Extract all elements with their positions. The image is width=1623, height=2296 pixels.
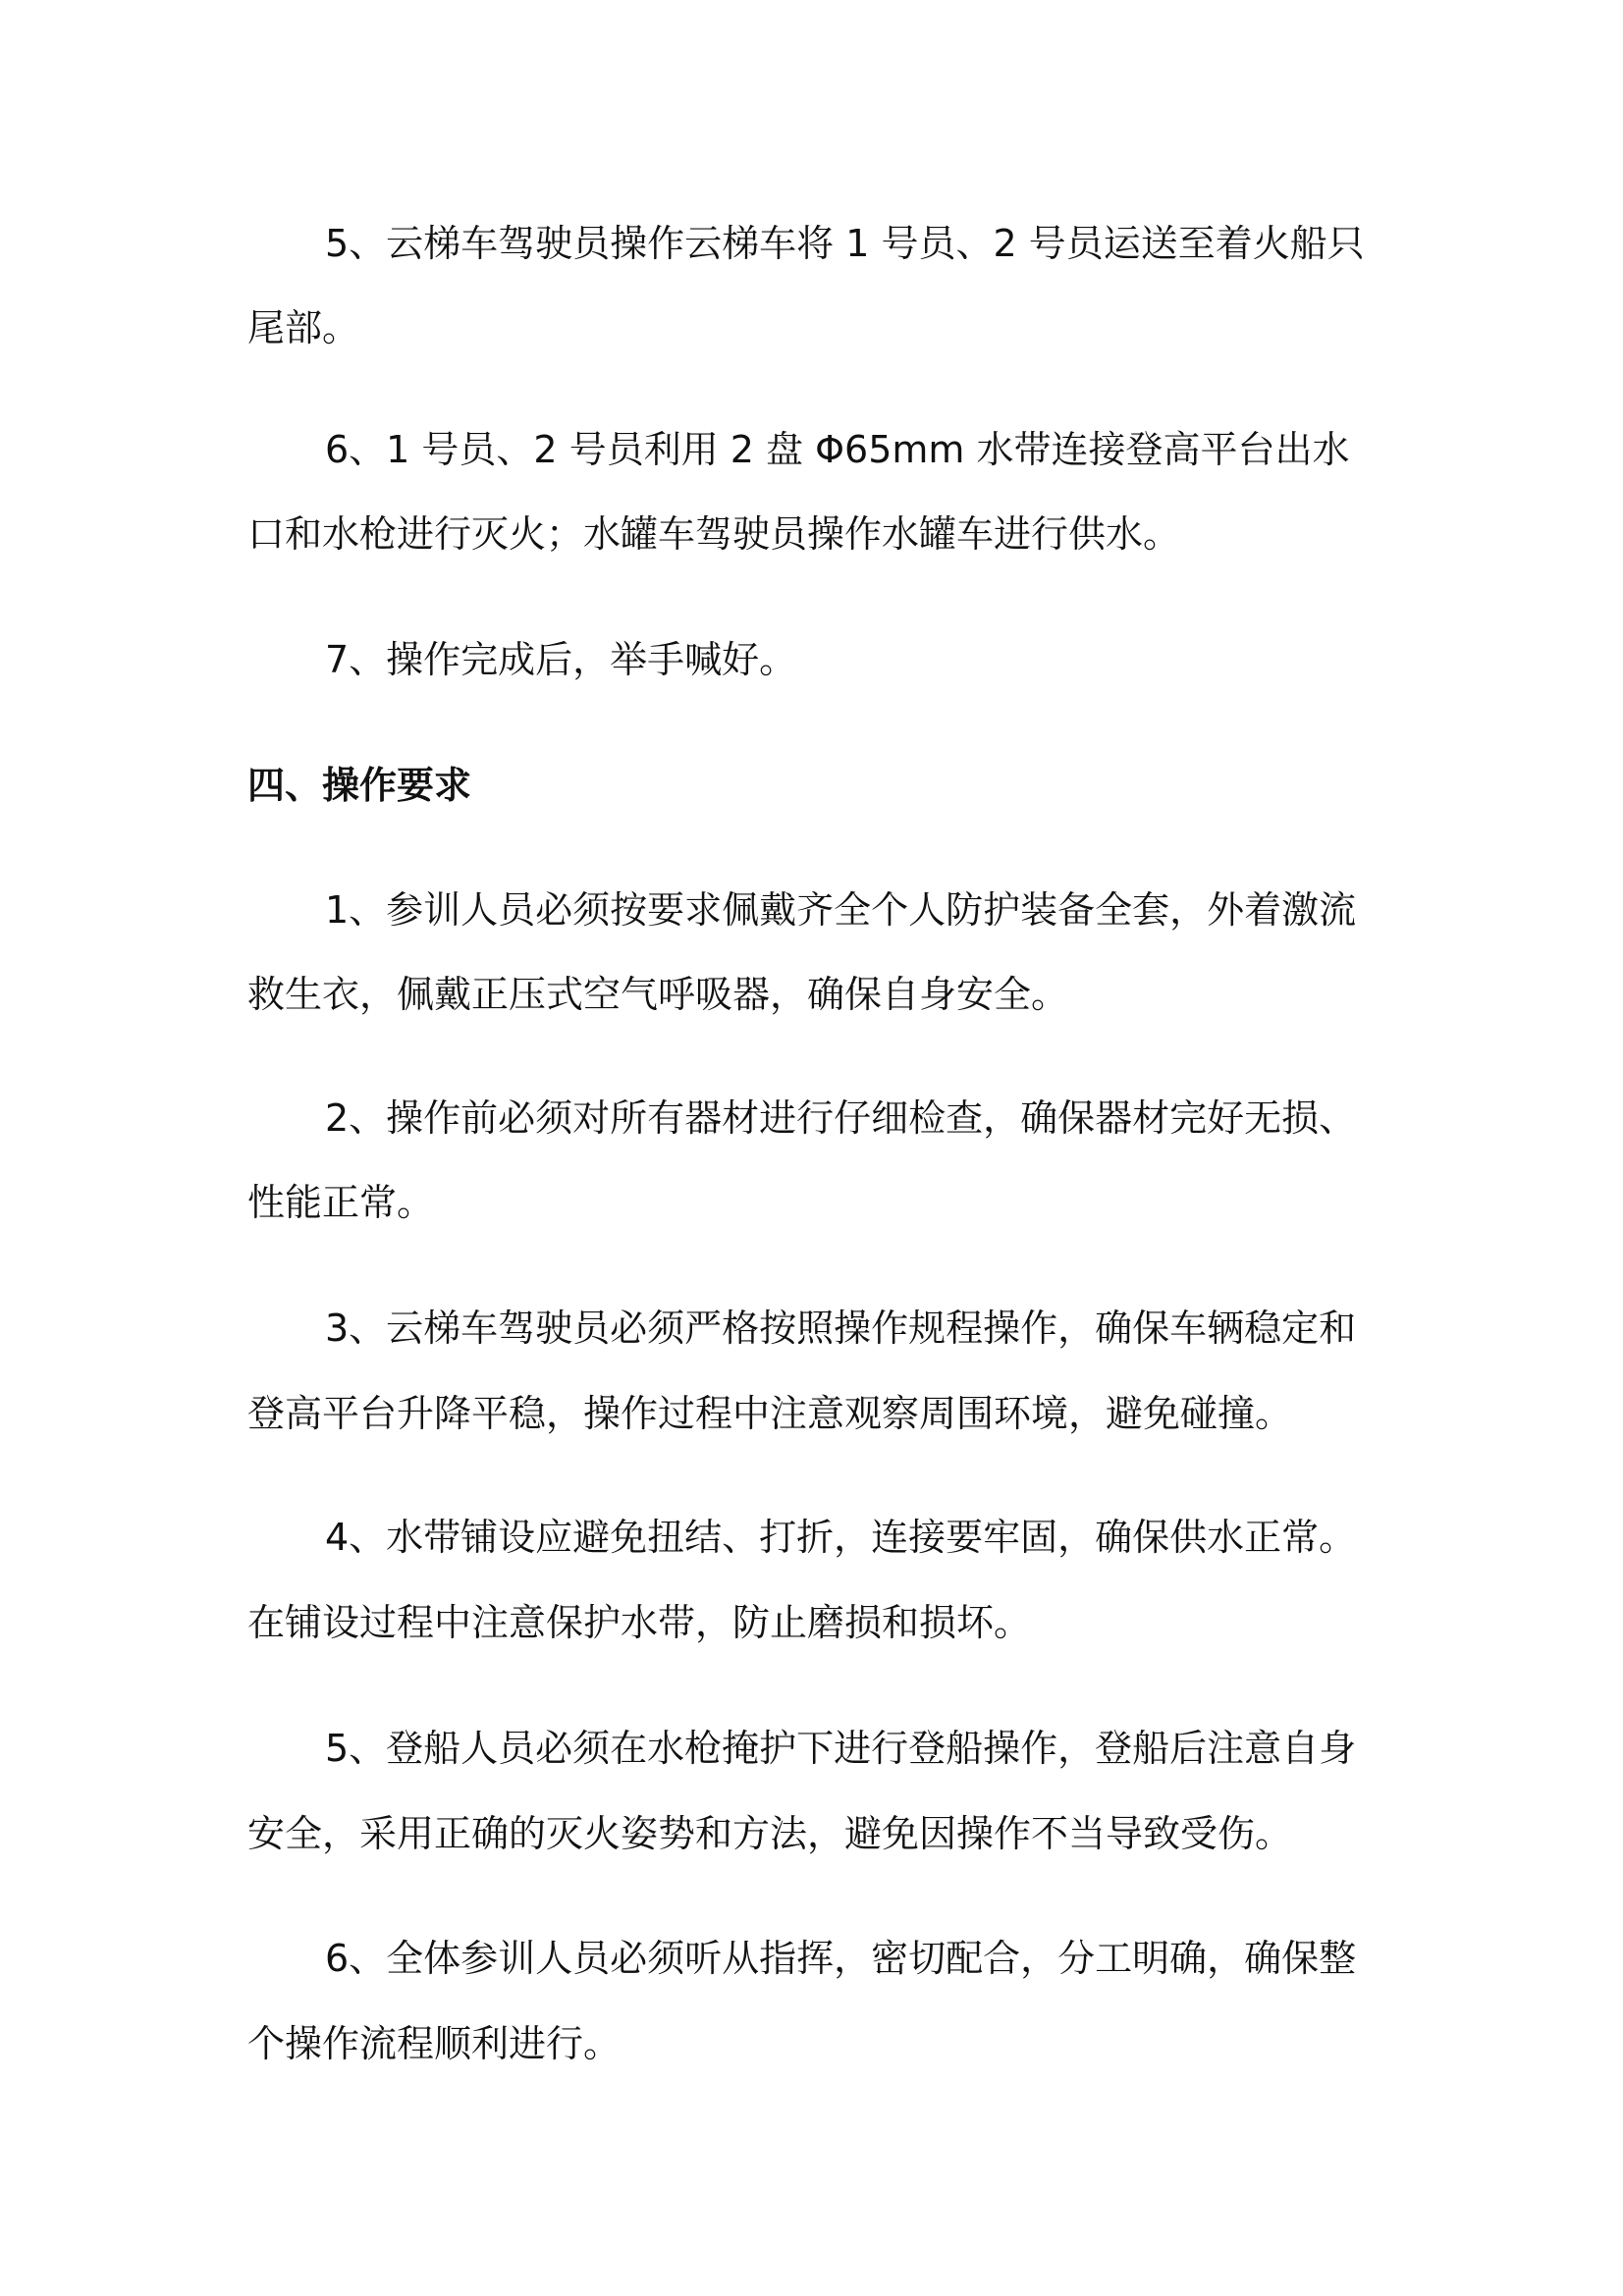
paragraph-line: 个操作流程顺利进行。 — [247, 2022, 622, 2065]
paragraph-line: 1、参训人员必须按要求佩戴齐全个人防护装备全套，外着激流 — [325, 888, 1357, 932]
paragraph-line: 救生衣，佩戴正压式空气呼吸器，确保自身安全。 — [247, 973, 1069, 1016]
section-heading: 四、操作要求 — [247, 764, 472, 807]
paragraph-line: 性能正常。 — [247, 1181, 435, 1224]
paragraph-line: 尾部。 — [247, 306, 360, 349]
paragraph-line: 4、水带铺设应避免扭结、打折，连接要牢固，确保供水正常。 — [325, 1516, 1357, 1559]
paragraph-line: 3、云梯车驾驶员必须严格按照操作规程操作，确保车辆稳定和 — [325, 1307, 1357, 1350]
paragraph-line: 6、1 号员、2 号员利用 2 盘 Φ65mm 水带连接登高平台出水 — [325, 428, 1350, 471]
paragraph-line: 安全，采用正确的灭火姿势和方法，避免因操作不当导致受伤。 — [247, 1812, 1293, 1855]
paragraph-line: 6、全体参训人员必须听从指挥，密切配合，分工明确，确保整 — [325, 1937, 1357, 1980]
paragraph-line: 5、登船人员必须在水枪掩护下进行登船操作，登船后注意自身 — [325, 1727, 1357, 1770]
paragraph-line: 口和水枪进行灭火；水罐车驾驶员操作水罐车进行供水。 — [247, 512, 1181, 556]
paragraph-line: 7、操作完成后，举手喊好。 — [325, 638, 797, 681]
paragraph-line: 登高平台升降平稳，操作过程中注意观察周围环境，避免碰撞。 — [247, 1392, 1293, 1435]
paragraph-line: 2、操作前必须对所有器材进行仔细检查，确保器材完好无损、 — [325, 1096, 1357, 1140]
paragraph-line: 在铺设过程中注意保护水带，防止磨损和损坏。 — [247, 1601, 1032, 1644]
paragraph-line: 5、云梯车驾驶员操作云梯车将 1 号员、2 号员运送至着火船只 — [325, 222, 1365, 265]
